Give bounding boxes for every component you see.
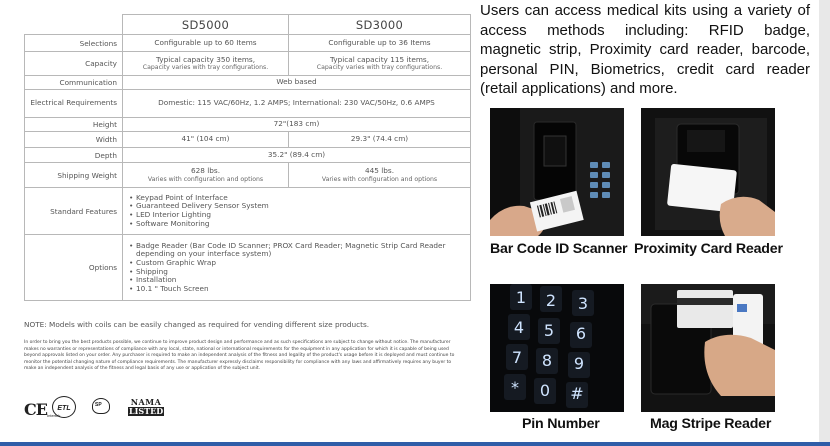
list-item: • Guaranteed Delivery Sensor System: [129, 202, 466, 211]
row-label: Capacity: [25, 52, 123, 76]
keypad-key-2: 2: [545, 291, 557, 310]
keypad-key-6: 6: [575, 324, 587, 343]
row-capacity: [25, 52, 471, 76]
row-height: [25, 118, 471, 132]
row-label: Options: [25, 235, 123, 301]
list-item: • Shipping: [129, 268, 466, 277]
disclaimer-text: In order to bring you the best products possible, we continue to improve product design and performance and as such specifications are subject to change without notice. The manufacturer makes no warranties or representations of compliance with any local, state, national or international requirements for the equipment in any application for which it is capable of being used beyond approvals listed on your order. Any purchaser is required to make an independent analysis of the fitness and legality of the product's usage before it is deployed and must continue to monitor the potential changing nature of compliance requirements. The manufacturer expressly disclaims responsibility for compliance with any laws and affirmatively requires any buyer to make an independent analysis of the fitness and legal basis of any use or application of the subject unit.: [24, 340, 455, 372]
cell-main: Typical capacity 115 items,: [329, 54, 430, 64]
list-item: • Custom Graphic Wrap: [129, 259, 466, 268]
row-options: [25, 235, 471, 301]
cell-main: Typical capacity 350 items,: [155, 54, 256, 64]
row-shipping-weight: [25, 163, 471, 188]
keypad-key-5: 5: [543, 321, 555, 340]
caption-proximity-card-reader: Proximity Card Reader: [634, 241, 783, 257]
nama-logo: [128, 398, 164, 416]
list-item: • 10.1 " Touch Screen: [129, 285, 466, 294]
etl-logo-small-text: Intertek: [47, 413, 61, 418]
header-sd5000: SD5000: [123, 15, 289, 35]
cell-sd5000: 41" (104 cm): [123, 132, 289, 148]
row-electrical: [25, 90, 471, 118]
row-label: Shipping Weight: [25, 163, 123, 188]
keypad-key-7: 7: [511, 348, 523, 367]
csa-logo: [88, 396, 114, 416]
etl-logo: [47, 396, 76, 418]
cell-span: 72"(183 cm): [123, 118, 471, 132]
spec-table: [24, 14, 471, 301]
cell-sd3000: [289, 52, 471, 76]
table-header-row: [25, 15, 471, 35]
row-label: Depth: [25, 148, 123, 163]
options-list: [123, 239, 470, 297]
list-item: • Software Monitoring: [129, 220, 466, 229]
cell-sd5000: [123, 52, 289, 76]
feature-list: [123, 191, 470, 231]
cell-sd5000: Configurable up to 60 Items: [123, 35, 289, 52]
bottom-accent-bar: [0, 442, 830, 446]
list-item: • Badge Reader (Bar Code ID Scanner; PROX Card Reader; Magnetic Strip Card Reader depending on your interface system): [129, 242, 466, 259]
row-label: Width: [25, 132, 123, 148]
cell-sd5000: [123, 163, 289, 188]
list-item: • Keypad Point of Interface: [129, 194, 466, 203]
cell-sd3000: Configurable up to 36 Items: [289, 35, 471, 52]
row-depth: [25, 148, 471, 163]
caption-pin-number: Pin Number: [522, 416, 600, 432]
cell-list: [123, 188, 471, 235]
csa-logo-text: SP: [95, 402, 102, 408]
keypad-key-star: *: [511, 378, 519, 397]
cell-span: Domestic: 115 VAC/60Hz, 1.2 AMPS; International: 230 VAC/50Hz, 0.6 AMPS: [123, 90, 471, 118]
keypad-key-4: 4: [513, 318, 525, 337]
ce-logo: CE: [24, 400, 47, 419]
row-label: Standard Features: [25, 188, 123, 235]
caption-mag-stripe-reader: Mag Stripe Reader: [650, 416, 772, 432]
note-text: NOTE: Models with coils can be easily changed as required for vending different size products.: [24, 320, 370, 329]
cell-span: Web based: [123, 76, 471, 90]
header-blank-cell: [25, 15, 123, 35]
cell-list: [123, 235, 471, 301]
cell-main: 628 lbs.: [190, 166, 221, 176]
cell-sub: Capacity varies with tray configurations.: [142, 64, 269, 72]
list-item: • Installation: [129, 276, 466, 285]
access-methods-panel: [476, 0, 830, 446]
keypad-key-hash: #: [570, 384, 584, 403]
row-width: [25, 132, 471, 148]
row-standard-features: [25, 188, 471, 235]
cell-sub: Varies with configuration and options: [147, 175, 264, 183]
list-item: • LED Interior Lighting: [129, 211, 466, 220]
page-edge-bar: [819, 0, 830, 446]
barcode-scanner-photo: [490, 108, 624, 236]
proximity-card-photo: [641, 108, 775, 236]
row-label: Selections: [25, 35, 123, 52]
cell-main: 445 lbs.: [364, 166, 395, 176]
cell-sd3000: [289, 163, 471, 188]
cell-sd3000: 29.3" (74.4 cm): [289, 132, 471, 148]
row-label: Communication: [25, 76, 123, 90]
intro-paragraph: Users can access medical kits using a variety of access methods including: RFID badge, magnetic strip, Proximity card reader, barcode, personal PIN, Biometrics, credit card reader (retail applications) and more.: [480, 2, 810, 97]
row-label: Electrical Requirements: [25, 90, 123, 118]
keypad-key-9: 9: [573, 354, 585, 373]
keypad-key-8: 8: [541, 351, 553, 370]
keypad-key-1: 1: [515, 288, 527, 307]
row-label: Height: [25, 118, 123, 132]
keypad-key-0: 0: [539, 381, 551, 400]
mag-stripe-photo: [641, 284, 775, 412]
cell-sub: Capacity varies with tray configurations.: [316, 64, 443, 72]
row-communication: [25, 76, 471, 90]
cell-span: 35.2" (89.4 cm): [123, 148, 471, 163]
header-sd3000: SD3000: [289, 15, 471, 35]
row-selections: [25, 35, 471, 52]
etl-logo-text: ETL: [57, 405, 71, 412]
pin-keypad-photo: [490, 284, 624, 412]
cell-sub: Varies with configuration and options: [321, 175, 438, 183]
caption-barcode-scanner: Bar Code ID Scanner: [490, 241, 628, 257]
nama-listed-text: LISTED: [129, 406, 164, 416]
nama-logo-text: NAMA: [130, 397, 162, 407]
keypad-key-3: 3: [577, 294, 589, 313]
